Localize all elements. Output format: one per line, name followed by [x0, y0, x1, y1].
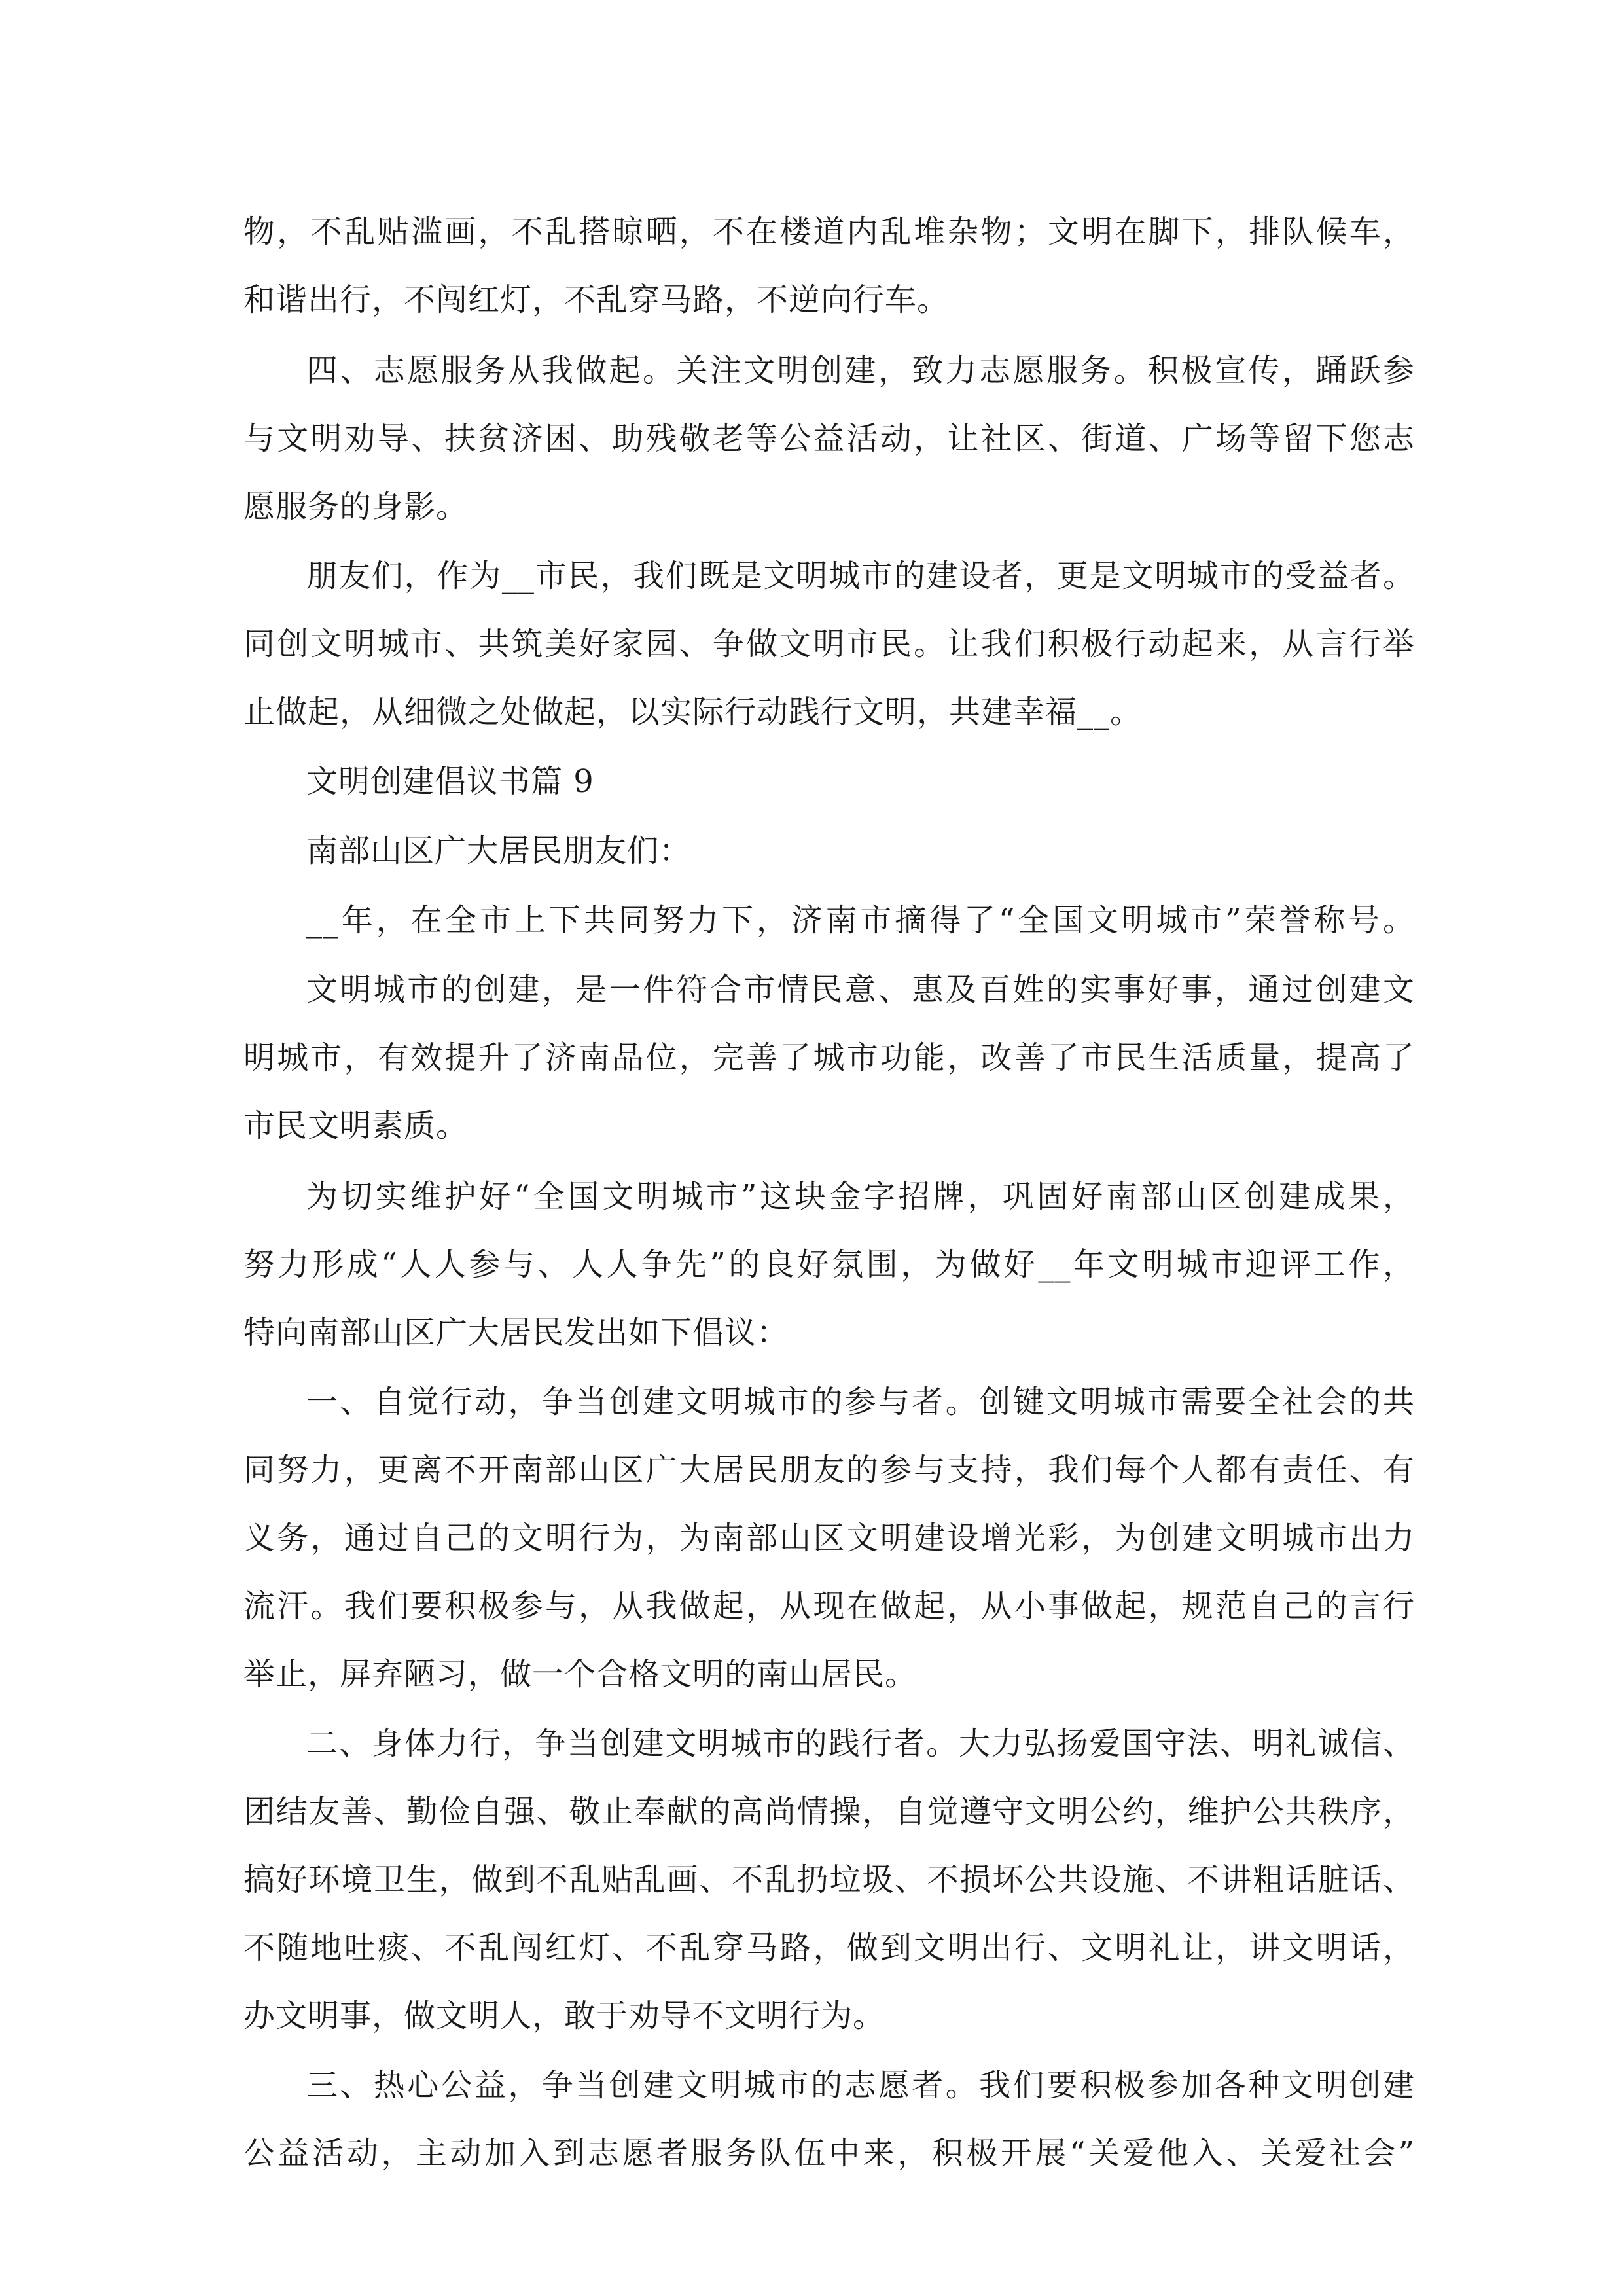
paragraph-line: 文明城市的创建，是一件符合市情民意、惠及百姓的实事好事，通过创建文	[306, 971, 1415, 1008]
paragraph-line: 三、热心公益，争当创建文明城市的志愿者。我们要积极参加各种文明创建	[306, 2067, 1415, 2104]
paragraph-line: 物，不乱贴滥画，不乱搭晾晒，不在楼道内乱堆杂物；文明在脚下，排队候车，	[243, 213, 1415, 250]
salutation: 南部山区广大居民朋友们：	[306, 833, 692, 869]
paragraph-line: 公益活动，主动加入到志愿者服务队伍中来，积极开展“关爱他入、关爱社会”	[243, 2135, 1415, 2172]
section-heading: 文明创建倡议书篇 9	[306, 763, 594, 800]
paragraph-line: 朋友们，作为__市民，我们既是文明城市的建设者，更是文明城市的受益者。	[306, 558, 1415, 594]
paragraph-line: 特向南部山区广大居民发出如下倡议：	[243, 1314, 789, 1351]
paragraph-line: 愿服务的身影。	[243, 488, 469, 525]
paragraph-line: 与文明劝导、扶贫济困、助残敬老等公益活动，让社区、街道、广场等留下您志	[243, 420, 1415, 457]
paragraph-line: 流汗。我们要积极参与，从我做起，从现在做起，从小事做起，规范自己的言行	[243, 1588, 1415, 1624]
paragraph-line: 四、志愿服务从我做起。关注文明创建，致力志愿服务。积极宣传，踊跃参	[306, 352, 1415, 389]
paragraph-line: 为切实维护好“全国文明城市”这块金字招牌，巩固好南部山区创建成果，	[306, 1178, 1415, 1215]
paragraph-line: 明城市，有效提升了济南品位，完善了城市功能，改善了市民生活质量，提高了	[243, 1039, 1415, 1076]
paragraph-line: __年，在全市上下共同努力下，济南市摘得了“全国文明城市”荣誉称号。	[306, 902, 1415, 939]
paragraph-line: 一、自觉行动，争当创建文明城市的参与者。创键文明城市需要全社会的共	[306, 1384, 1415, 1420]
paragraph-line: 义务，通过自己的文明行为，为南部山区文明建设增光彩，为创建文明城市出力	[243, 1520, 1415, 1556]
paragraph-line: 和谐出行，不闯红灯，不乱穿马路，不逆向行车。	[243, 281, 950, 318]
paragraph-line: 搞好环境卫生，做到不乱贴乱画、不乱扔垃圾、不损坏公共设施、不讲粗话脏话、	[243, 1861, 1415, 1898]
paragraph-line: 市民文明素质。	[243, 1107, 469, 1144]
paragraph-line: 团结友善、勤俭自强、敬止奉献的高尚情操，自觉遵守文明公约，维护公共秩序，	[243, 1793, 1415, 1830]
paragraph-line: 二、身体力行，争当创建文明城市的践行者。大力弘扬爱国守法、明礼诚信、	[306, 1725, 1415, 1762]
paragraph-line: 不随地吐痰、不乱闯红灯、不乱穿马路，做到文明出行、文明礼让，讲文明话，	[243, 1929, 1415, 1966]
paragraph-line: 同努力，更离不开南部山区广大居民朋友的参与支持，我们每个人都有责任、有	[243, 1452, 1415, 1488]
paragraph-line: 办文明事，做文明人，敢于劝导不文明行为。	[243, 1998, 885, 2034]
paragraph-line: 举止，屏弃陋习，做一个合格文明的南山居民。	[243, 1656, 918, 1693]
paragraph-line: 止做起，从细微之处做起，以实际行动践行文明，共建幸福__。	[243, 694, 1143, 730]
paragraph-line: 同创文明城市、共筑美好家园、争做文明市民。让我们积极行动起来，从言行举	[243, 626, 1415, 662]
paragraph-line: 努力形成“人人参与、人人争先”的良好氛围，为做好__年文明城市迎评工作，	[243, 1246, 1415, 1283]
